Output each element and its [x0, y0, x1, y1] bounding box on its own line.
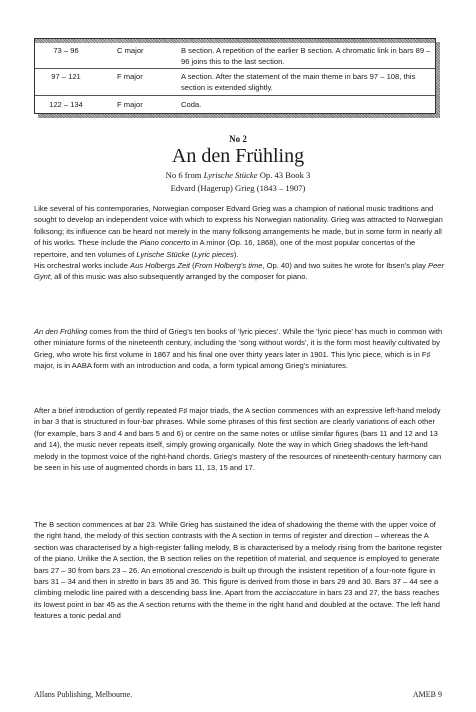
source-prefix: No 6 from [165, 170, 204, 180]
text: Like several of his contemporaries, Norwegian composer Edvard Grieg was a champion of national music traditions and sought to develop an independent voice with which to express his Norwegian nationality. Grieg was attracted to Norwegian folksong; its influence can be heard not merely in the many folksong arrangements he made, but in some form in nearly all of his works. These include the [34, 204, 443, 248]
italic-title: An den Frühling [34, 327, 88, 336]
table-box [34, 38, 436, 114]
italic-title: Peer Gynt [34, 261, 444, 282]
paragraph-b-section [34, 519, 444, 622]
italic-term: stretto [117, 577, 139, 587]
italic-title: From Holberg’s time [194, 261, 263, 271]
italic-title: Aus Holbergs Zeit [130, 261, 191, 271]
footer-publisher: Allans Publishing, Melbourne. [34, 690, 133, 699]
bar-range: 73 – 96 [53, 46, 79, 55]
italic-term: crescendo [187, 565, 222, 575]
row-divider [35, 95, 435, 96]
piece-number: No 2 [229, 134, 247, 144]
key: F major [117, 100, 143, 109]
row-divider [35, 68, 435, 69]
text: ). [233, 249, 239, 259]
source-work: Lyrische Stücke [203, 170, 258, 180]
section-description: B section. A repetition of the earlier B section. A chromatic link in bars 89 – 96 joins this to the last section. [181, 46, 431, 66]
text: in bars 23 and 27, the bass reaches its lowest point in bar 45 as the A section returns with the theme in the right hand and doubled at the octave. The left hand features a tonic pedal and [34, 588, 440, 621]
text: comes from the third of Grieg’s ten books of ‘lyric pieces’. While the ‘lyric piece’ has much in common with other miniature forms of the nineteenth century, including the ‘song without words’, it is the form most heavily cultivated by Grieg, who wrote his first volume in 1867 and his final one over thirty years later in 1901. This lyric piece, which is in F♯ major, is in AABA form with an introduction and coda, a form typical among Grieg’s miniatures. [34, 327, 443, 371]
text: is built up through the insistent repetition of a four-note figure in bars 31 – 34 and then in [34, 565, 436, 587]
source-suffix: Op. 43 Book 3 [257, 170, 311, 180]
text: in A minor (Op. 16, 1868), one of the most popular concertos of the repertoire, and ten volumes of [34, 238, 416, 259]
key: F major [117, 72, 143, 81]
text: His orchestral works include [34, 261, 131, 271]
italic-title: Piano concerto [139, 238, 190, 248]
italic-title: Lyrische Stücke [136, 249, 190, 259]
composer-line: Edvard (Hagerup) Grieg (1843 – 1907) [170, 183, 306, 193]
form-table [34, 38, 436, 114]
section-description: Coda. [181, 100, 202, 109]
text: The B section commences at bar 23. While Grieg has sustained the idea of shadowing the theme with the upper voice of the right hand, the melody of this section contrasts with the A section in terms of register and direction – whereas the A section was characterised by a high-register falling melody, B is characterised by a melody rising from the baritone register of the piano. Unlike the A section, the B section relies on the repetition of material, and sequence is employed to generate bars 27 – 30 from bars 23 – 26. An emotional [34, 520, 443, 575]
piece-source [0, 170, 476, 180]
section-description: A section. After the statement of the main theme in bars 97 – 108, this section is extended slightly. [181, 72, 416, 92]
italic-title: Lyric pieces [194, 249, 234, 259]
text: , Op. 40) and two suites he wrote for Ibsen’s play [262, 261, 429, 271]
paragraph-lyric-piece [34, 326, 444, 372]
table-top-border [35, 39, 435, 43]
text: in bars 35 and 36. This figure is derived from those in bars 29 and 30. Bars 37 – 44 see a climbing melodic line paired with a descending bass line. Apart from the [34, 577, 439, 598]
text: After a brief introduction of gently repeated F♯ major triads, the A section commences with an expressive left-hand melody in bar 3 that is structured in four-bar phrases. While some phrases of this first section are clearly variations of each other (for example, bars 3 and 4 and bars 5 and 6) or centre on the same notes or utilise similar figures (bars 11 and 12 and 13 and 14), the music never repeats itself, simply growing organically. Note the way in which Grieg shadows the left-hand melody in the topmost voice of the right-hand chords. Grieg’s mastery of the resources of nineteenth-century harmony can be seen in his use of augmented chords in bars 11, 13, 15 and 17. [34, 406, 442, 473]
key: C major [117, 46, 144, 55]
italic-term: acciaccature [274, 588, 318, 598]
text: ; all of this music was also subsequently arranged by the composer for piano. [49, 272, 308, 282]
piece-title: An den Frühling [171, 145, 305, 167]
footer-page-number: AMEB 9 [412, 690, 442, 699]
paragraph-introduction [34, 203, 444, 283]
paragraph-a-section [34, 405, 444, 473]
text: ( [190, 261, 195, 271]
text: ( [189, 249, 195, 259]
bar-range: 122 – 134 [49, 100, 83, 109]
bar-range: 97 – 121 [51, 72, 81, 81]
